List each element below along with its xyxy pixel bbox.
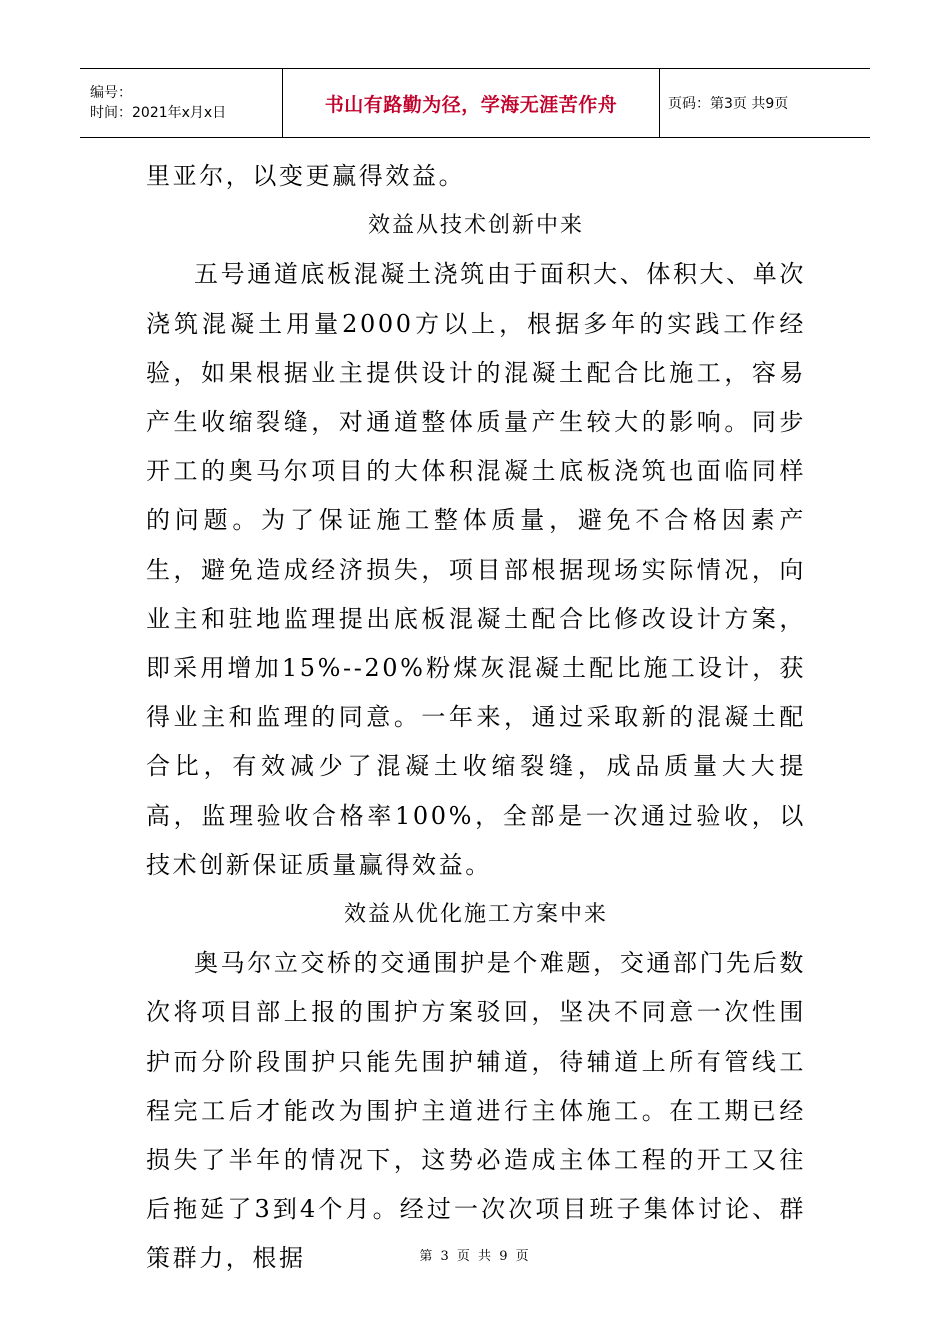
paragraph-optimized-plan: 奥马尔立交桥的交通围护是个难题，交通部门先后数次将项目部上报的围护方案驳回，坚决不同意一次性围护而分阶段围护只能先围护辅道，待辅道上所有管线工程完工后才能改为围护主道进行主体施工。在工期已经损失了半年的情况下，这势必造成主体工程的开工又往后拖延了3到4个月。经过一次次项目班子集体讨论、群策群力，根据 — [146, 949, 806, 1273]
header-page-code-cell — [660, 69, 870, 137]
header-motto: 书山有路勤为径，学海无涯苦作舟 — [324, 93, 618, 116]
page-footer: 第 3 页 共 9 页 — [419, 1249, 531, 1264]
paragraph-continuation: 里亚尔，以变更赢得效益。 — [146, 162, 466, 190]
header-meta — [80, 69, 282, 137]
document-number-label: 编号： — [90, 85, 132, 101]
section-heading-optimized-plan: 效益从优化施工方案中来 — [343, 902, 608, 928]
section-heading-tech-innovation: 效益从技术创新中来 — [367, 213, 584, 239]
header-motto-cell — [282, 69, 660, 137]
header-page-code: 页码：第3页 共9页 — [668, 96, 789, 112]
document-time-label: 时间：2021年x月x日 — [90, 105, 227, 121]
document-header — [80, 68, 870, 138]
document-body — [146, 152, 806, 1284]
paragraph-tech-innovation: 五号通道底板混凝土浇筑由于面积大、体积大、单次浇筑混凝土用量2000方以上，根据多年的实践工作经验，如果根据业主提供设计的混凝土配合比施工，容易产生收缩裂缝，对通道整体质量产生较大的影响。同步开工的奥马尔项目的大体积混凝土底板浇筑也面临同样的问题。为了保证施工整体质量，避免不合格因素产生，避免造成经济损失，项目部根据现场实际情况，向业主和驻地监理提出底板混凝土配合比修改设计方案，即采用增加15%--20%粉煤灰混凝土配比施工设计，获得业主和监理的同意。一年来，通过采取新的混凝土配合比，有效减少了混凝土收缩裂缝，成品质量大大提高，监理验收合格率100%，全部是一次通过验收，以技术创新保证质量赢得效益。 — [146, 260, 806, 879]
